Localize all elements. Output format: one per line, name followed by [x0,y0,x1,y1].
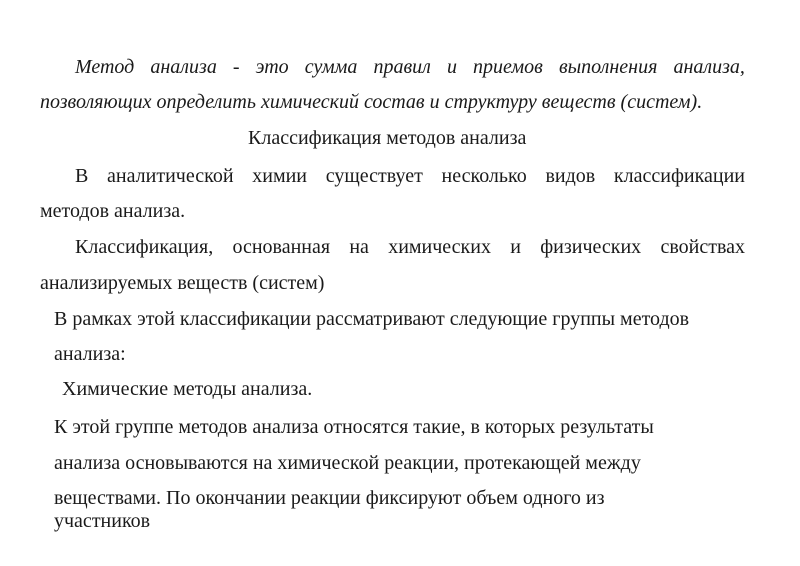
chemical-methods-heading: Химические методы анализа. [62,378,313,400]
paragraph-1-line-2: методов анализа. [40,200,186,222]
word: на [349,236,369,258]
word: это [255,56,289,78]
paragraph-2-line-2: анализируемых веществ (систем) [40,272,325,294]
word: аналитической [107,165,234,187]
word: - [232,56,240,78]
paragraph-4-line-1: К этой группе методов анализа относятся такие, в которых результаты [54,416,654,438]
paragraph-2-line-1 [75,235,745,259]
word: видов [545,165,596,187]
word: Метод [75,56,135,78]
word: и [446,56,457,78]
definition-line-1 [75,55,745,79]
word: В [75,165,89,187]
word: анализа [150,56,217,78]
word: сумма [304,56,358,78]
word: существует [325,165,423,187]
paragraph-4-line-4: участников [54,510,151,532]
paragraph-1-line-1 [75,164,745,188]
word: химических [388,236,491,258]
word: правил [373,56,431,78]
word: анализа, [673,56,745,78]
paragraph-3-line-2: анализа: [54,343,126,365]
word: и [510,236,521,258]
word: Классификация, [75,236,214,258]
word: свойствах [660,236,745,258]
word: классификации [613,165,745,187]
definition-line-2: позволяющих определить химический состав и структуру веществ (систем). [40,91,703,113]
word: приемов [473,56,543,78]
word: несколько [441,165,527,187]
word: физических [540,236,642,258]
word: выполнения [558,56,658,78]
paragraph-4-line-2: анализа основываются на химической реакции, протекающей между [54,452,641,474]
word: основанная [232,236,331,258]
paragraph-4-line-3: веществами. По окончании реакции фиксируют объем одного из [54,487,605,509]
section-heading: Классификация методов анализа [248,127,527,149]
paragraph-3-line-1: В рамках этой классификации рассматривают следующие группы методов [54,308,690,330]
word: химии [252,165,307,187]
